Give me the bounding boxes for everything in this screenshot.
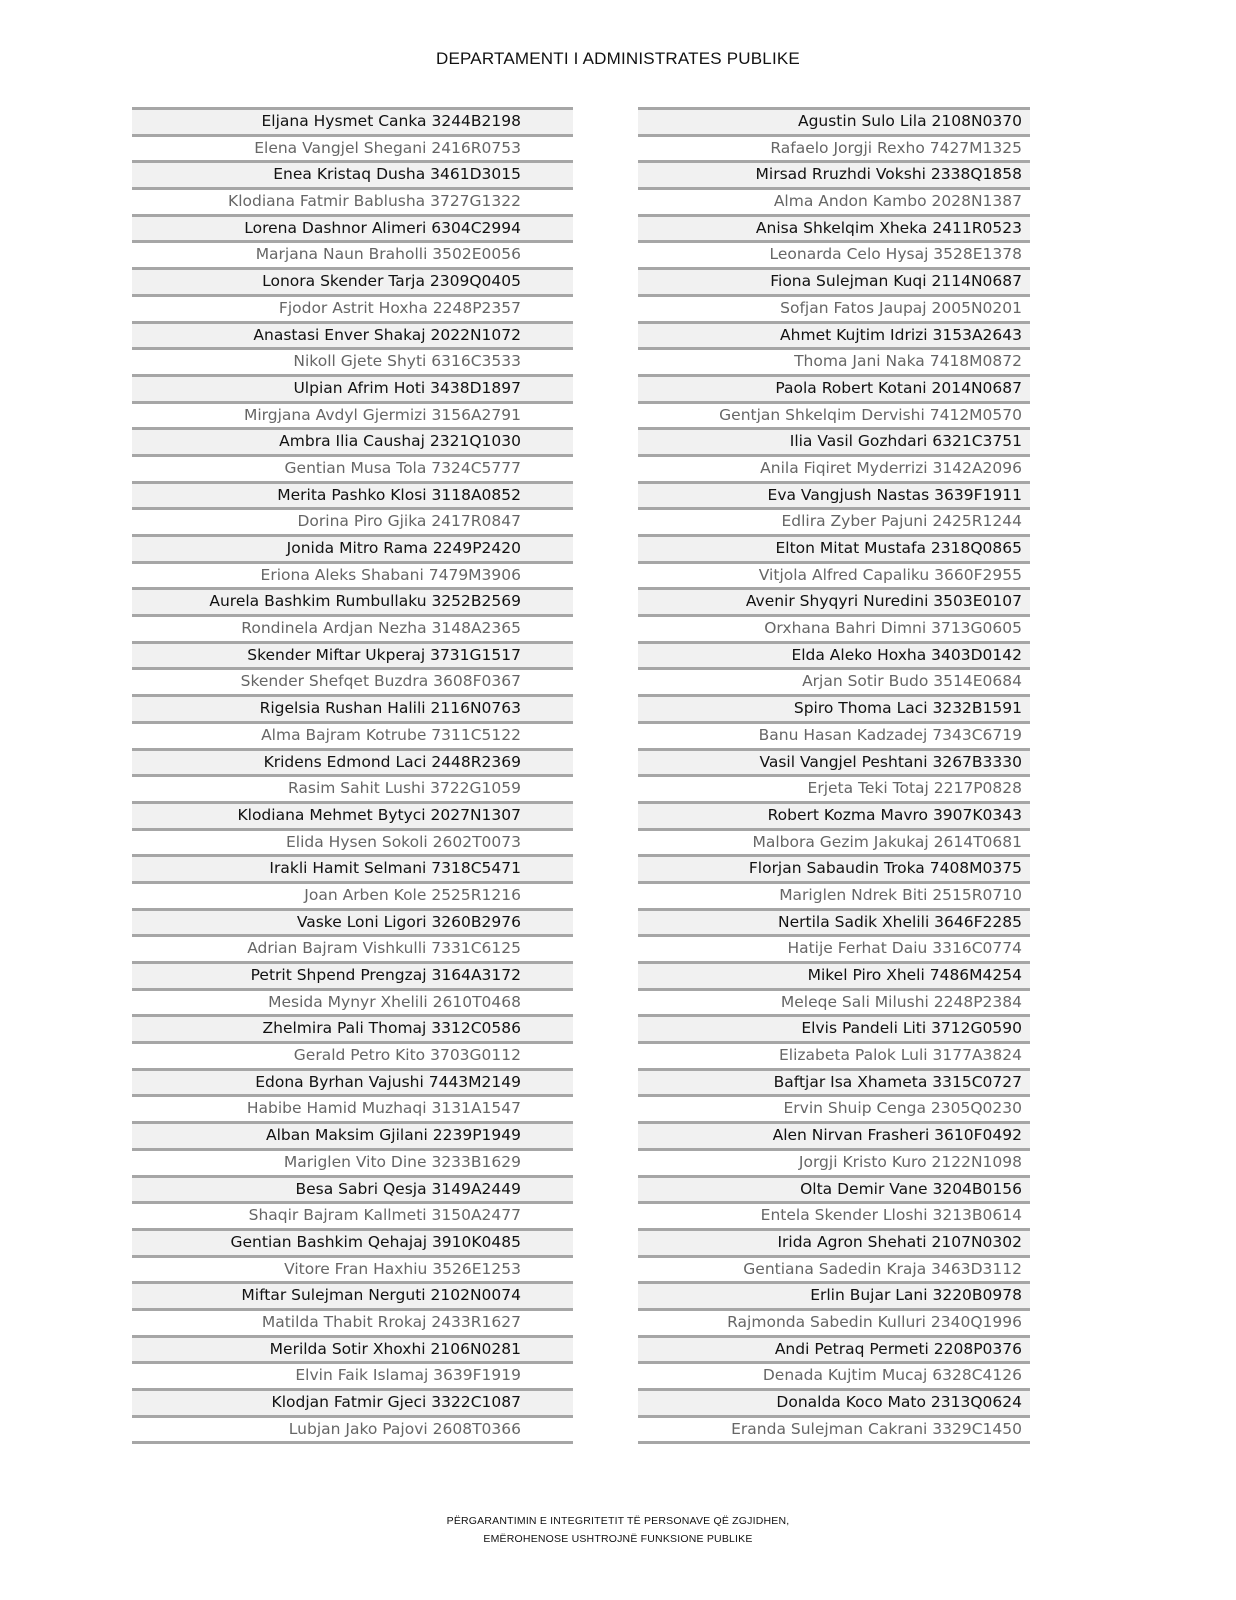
list-item: Orxhana Bahri Dimni 3713G0605 [638,614,1030,641]
list-item: Adrian Bajram Vishkulli 7331C6125 [132,934,573,961]
list-item: Sofjan Fatos Jaupaj 2005N0201 [638,294,1030,321]
list-item: Besa Sabri Qesja 3149A2449 [132,1175,573,1202]
list-item: Elena Vangjel Shegani 2416R0753 [132,134,573,161]
list-item: Elvin Faik Islamaj 3639F1919 [132,1361,573,1388]
list-item: Elida Hysen Sokoli 2602T0073 [132,828,573,855]
list-item: Banu Hasan Kadzadej 7343C6719 [638,721,1030,748]
list-item: Thoma Jani Naka 7418M0872 [638,347,1030,374]
footer-line-2: EMËROHENOSE USHTROJNË FUNKSIONE PUBLIKE [483,1533,753,1545]
list-item: Marjana Naun Braholli 3502E0056 [132,240,573,267]
list-item: Nertila Sadik Xhelili 3646F2285 [638,908,1030,935]
list-item: Petrit Shpend Prengzaj 3164A3172 [132,961,573,988]
list-item: Edlira Zyber Pajuni 2425R1244 [638,507,1030,534]
list-item: Vaske Loni Ligori 3260B2976 [132,908,573,935]
list-item: Paola Robert Kotani 2014N0687 [638,374,1030,401]
list-item: Gentian Musa Tola 7324C5777 [132,454,573,481]
list-item: Gentiana Sadedin Kraja 3463D3112 [638,1255,1030,1282]
list-item: Vitjola Alfred Capaliku 3660F2955 [638,561,1030,588]
list-item: Eriona Aleks Shabani 7479M3906 [132,561,573,588]
list-item: Fiona Sulejman Kuqi 2114N0687 [638,267,1030,294]
list-item: Kridens Edmond Laci 2448R2369 [132,748,573,775]
divider [638,1441,1030,1444]
page-title: DEPARTAMENTI I ADMINISTRATES PUBLIKE [436,49,800,68]
list-item: Klodjan Fatmir Gjeci 3322C1087 [132,1388,573,1415]
list-item: Eva Vangjush Nastas 3639F1911 [638,481,1030,508]
list-item: Edona Byrhan Vajushi 7443M2149 [132,1068,573,1095]
list-item: Andi Petraq Permeti 2208P0376 [638,1335,1030,1362]
list-item: Irakli Hamit Selmani 7318C5471 [132,854,573,881]
list-item: Fjodor Astrit Hoxha 2248P2357 [132,294,573,321]
list-item: Joan Arben Kole 2525R1216 [132,881,573,908]
list-item: Alma Bajram Kotrube 7311C5122 [132,721,573,748]
list-item: Habibe Hamid Muzhaqi 3131A1547 [132,1094,573,1121]
list-item: Nikoll Gjete Shyti 6316C3533 [132,347,573,374]
list-item: Gerald Petro Kito 3703G0112 [132,1041,573,1068]
list-item: Irida Agron Shehati 2107N0302 [638,1228,1030,1255]
list-item: Vasil Vangjel Peshtani 3267B3330 [638,748,1030,775]
list-item: Rafaelo Jorgji Rexho 7427M1325 [638,134,1030,161]
footer-line-1: PËRGARANTIMIN E INTEGRITETIT TË PERSONAVE QË ZGJIDHEN, [446,1515,790,1527]
left-name-column [132,107,573,1444]
list-item: Elvis Pandeli Liti 3712G0590 [638,1014,1030,1041]
list-item: Denada Kujtim Mucaj 6328C4126 [638,1361,1030,1388]
list-item: Alen Nirvan Frasheri 3610F0492 [638,1121,1030,1148]
list-item: Hatije Ferhat Daiu 3316C0774 [638,934,1030,961]
list-item: Merilda Sotir Xhoxhi 2106N0281 [132,1335,573,1362]
list-item: Gentjan Shkelqim Dervishi 7412M0570 [638,401,1030,428]
list-item: Elton Mitat Mustafa 2318Q0865 [638,534,1030,561]
list-item: Ilia Vasil Gozhdari 6321C3751 [638,427,1030,454]
list-item: Skender Shefqet Buzdra 3608F0367 [132,667,573,694]
list-item: Leonarda Celo Hysaj 3528E1378 [638,240,1030,267]
list-item: Elda Aleko Hoxha 3403D0142 [638,641,1030,668]
list-item: Mariglen Vito Dine 3233B1629 [132,1148,573,1175]
list-item: Mirsad Rruzhdi Vokshi 2338Q1858 [638,160,1030,187]
list-item: Lorena Dashnor Alimeri 6304C2994 [132,214,573,241]
list-item: Aurela Bashkim Rumbullaku 3252B2569 [132,587,573,614]
list-item: Florjan Sabaudin Troka 7408M0375 [638,854,1030,881]
list-item: Olta Demir Vane 3204B0156 [638,1175,1030,1202]
list-item: Mikel Piro Xheli 7486M4254 [638,961,1030,988]
list-item: Shaqir Bajram Kallmeti 3150A2477 [132,1201,573,1228]
list-item: Rasim Sahit Lushi 3722G1059 [132,774,573,801]
list-item: Ulpian Afrim Hoti 3438D1897 [132,374,573,401]
list-item: Jonida Mitro Rama 2249P2420 [132,534,573,561]
list-item: Ervin Shuip Cenga 2305Q0230 [638,1094,1030,1121]
list-item: Anisa Shkelqim Xheka 2411R0523 [638,214,1030,241]
list-item: Meleqe Sali Milushi 2248P2384 [638,988,1030,1015]
list-item: Merita Pashko Klosi 3118A0852 [132,481,573,508]
list-item: Entela Skender Lloshi 3213B0614 [638,1201,1030,1228]
list-item: Elizabeta Palok Luli 3177A3824 [638,1041,1030,1068]
footer [0,1512,1236,1548]
list-item: Mesida Mynyr Xhelili 2610T0468 [132,988,573,1015]
list-item: Enea Kristaq Dusha 3461D3015 [132,160,573,187]
list-item: Robert Kozma Mavro 3907K0343 [638,801,1030,828]
list-item: Miftar Sulejman Nerguti 2102N0074 [132,1281,573,1308]
list-item: Ambra Ilia Caushaj 2321Q1030 [132,427,573,454]
list-item: Matilda Thabit Rrokaj 2433R1627 [132,1308,573,1335]
list-item: Alban Maksim Gjilani 2239P1949 [132,1121,573,1148]
list-item: Lonora Skender Tarja 2309Q0405 [132,267,573,294]
divider [132,1441,573,1444]
list-item: Rigelsia Rushan Halili 2116N0763 [132,694,573,721]
list-item: Skender Miftar Ukperaj 3731G1517 [132,641,573,668]
list-item: Vitore Fran Haxhiu 3526E1253 [132,1255,573,1282]
list-item: Eljana Hysmet Canka 3244B2198 [132,107,573,134]
list-item: Klodiana Mehmet Bytyci 2027N1307 [132,801,573,828]
list-item: Zhelmira Pali Thomaj 3312C0586 [132,1014,573,1041]
list-item: Arjan Sotir Budo 3514E0684 [638,667,1030,694]
list-item: Dorina Piro Gjika 2417R0847 [132,507,573,534]
list-item: Lubjan Jako Pajovi 2608T0366 [132,1415,573,1442]
list-item: Agustin Sulo Lila 2108N0370 [638,107,1030,134]
list-item: Mariglen Ndrek Biti 2515R0710 [638,881,1030,908]
list-item: Jorgji Kristo Kuro 2122N1098 [638,1148,1030,1175]
list-item: Baftjar Isa Xhameta 3315C0727 [638,1068,1030,1095]
list-item: Erjeta Teki Totaj 2217P0828 [638,774,1030,801]
list-item: Spiro Thoma Laci 3232B1591 [638,694,1030,721]
list-item: Gentian Bashkim Qehajaj 3910K0485 [132,1228,573,1255]
list-item: Malbora Gezim Jakukaj 2614T0681 [638,828,1030,855]
right-name-column [638,107,1030,1444]
list-item: Donalda Koco Mato 2313Q0624 [638,1388,1030,1415]
list-item: Alma Andon Kambo 2028N1387 [638,187,1030,214]
list-item: Erlin Bujar Lani 3220B0978 [638,1281,1030,1308]
list-item: Avenir Shyqyri Nuredini 3503E0107 [638,587,1030,614]
list-item: Anila Fiqiret Myderrizi 3142A2096 [638,454,1030,481]
list-item: Klodiana Fatmir Bablusha 3727G1322 [132,187,573,214]
list-item: Rondinela Ardjan Nezha 3148A2365 [132,614,573,641]
list-item: Rajmonda Sabedin Kulluri 2340Q1996 [638,1308,1030,1335]
list-item: Mirgjana Avdyl Gjermizi 3156A2791 [132,401,573,428]
list-item: Ahmet Kujtim Idrizi 3153A2643 [638,321,1030,348]
list-item: Anastasi Enver Shakaj 2022N1072 [132,321,573,348]
list-item: Eranda Sulejman Cakrani 3329C1450 [638,1415,1030,1442]
